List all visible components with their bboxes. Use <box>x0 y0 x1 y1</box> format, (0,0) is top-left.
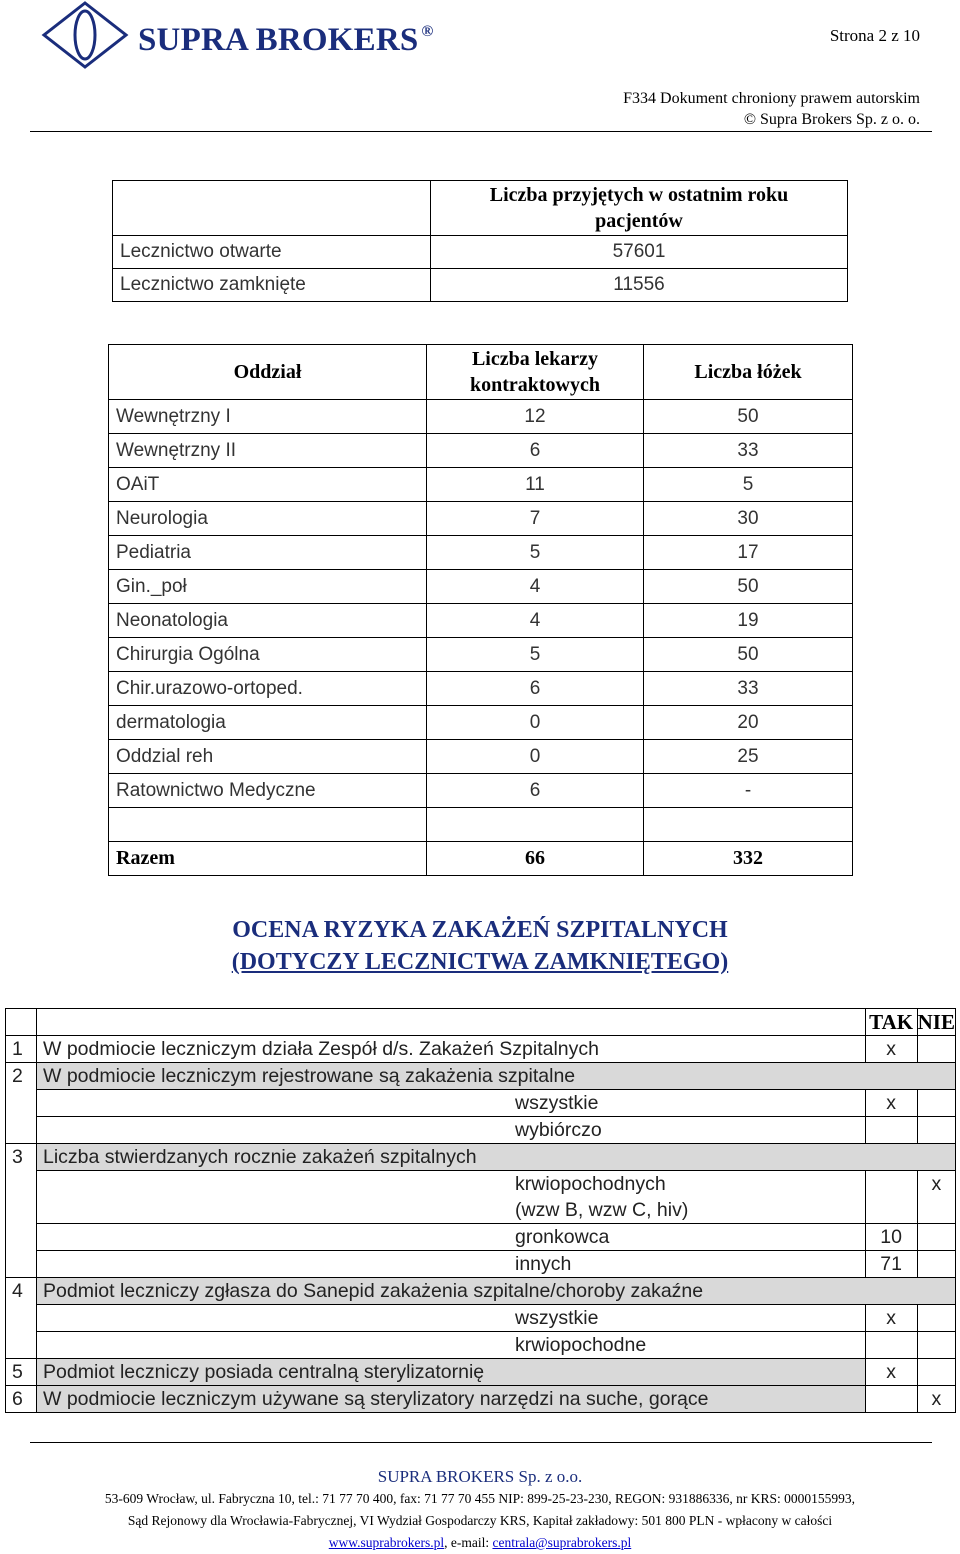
table-subrow: gronkowca 10 <box>6 1224 956 1251</box>
table-row: Ratownictwo Medyczne 6 - <box>109 774 853 808</box>
section-title-line-1: OCENA RYZYKA ZAKAŻEŃ SZPITALNYCH <box>232 917 728 943</box>
table-row: Oddzial reh 0 25 <box>109 740 853 774</box>
table-row: 3 Liczba stwierdzanych rocznie zakażeń szpitalnych <box>6 1144 956 1171</box>
table-row: Wewnętrzny I 12 50 <box>109 400 853 434</box>
admissions-empty-header <box>113 181 431 236</box>
table-subrow: innych 71 <box>6 1251 956 1278</box>
table-row: Pediatria 5 17 <box>109 536 853 570</box>
brand-name: SUPRA BROKERS ® <box>138 22 434 58</box>
wards-table <box>108 344 853 876</box>
table-subrow: wybiórczo <box>6 1117 956 1144</box>
table-row: Chir.urazowo-ortoped. 6 33 <box>109 672 853 706</box>
table-row: Gin._poł 4 50 <box>109 570 853 604</box>
section-title-line-2: (DOTYCZY LECZNICTWA ZAMKNIĘTEGO) <box>231 949 729 975</box>
table-row: Wewnętrzny II 6 33 <box>109 434 853 468</box>
brand-logo <box>40 0 130 70</box>
table-subrow: krwiopochodne <box>6 1332 956 1359</box>
table-row: Neurologia 7 30 <box>109 502 853 536</box>
copyright-line-1: F334 Dokument chroniony prawem autorskim <box>623 90 920 107</box>
table-row: 1 W podmiocie leczniczym działa Zespół d/s. Zakażeń Szpitalnych x <box>6 1036 956 1063</box>
website-link[interactable]: www.suprabrokers.pl <box>328 1535 445 1550</box>
admissions-table <box>112 180 848 302</box>
table-row: 2 W podmiocie leczniczym rejestrowane są zakażenia szpitalne <box>6 1063 956 1090</box>
table-header-row: Oddział Liczba lekarzy kontraktowych Liczba łóżek <box>109 345 853 400</box>
email-link[interactable]: centrala@suprabrokers.pl <box>492 1535 632 1550</box>
table-row: 6 W podmiocie leczniczym używane są sterylizatory narzędzi na suche, gorące x <box>6 1386 956 1413</box>
section-title <box>0 914 960 978</box>
table-row: dermatologia 0 20 <box>109 706 853 740</box>
table-subrow: krwiopochodnych x <box>6 1171 956 1198</box>
footer <box>0 1466 960 1554</box>
table-row: Lecznictwo zamknięte 11556 <box>113 269 848 302</box>
document-notice <box>623 88 920 130</box>
table-row: Chirurgia Ogólna 5 50 <box>109 638 853 672</box>
table-row: 5 Podmiot leczniczy posiada centralną sterylizatornię x <box>6 1359 956 1386</box>
copyright-line-2: © Supra Brokers Sp. z o. o. <box>743 111 920 128</box>
table-empty-row <box>109 808 853 842</box>
header-divider <box>30 131 932 132</box>
table-total-row: Razem 66 332 <box>109 842 853 876</box>
table-header-row: TAK NIE <box>6 1009 956 1036</box>
footer-address: 53-609 Wrocław, ul. Fabryczna 10, tel.: 71 77 70 400, fax: 71 77 70 455 NIP: 899-25-23-230, REGON: 931886336, nr KRS: 0000155993, <box>104 1491 856 1506</box>
table-row: 4 Podmiot leczniczy zgłasza do Sanepid zakażenia szpitalne/choroby zakaźne <box>6 1278 956 1305</box>
page-number: Strona 2 z 10 <box>829 26 920 45</box>
footer-contact: www.suprabrokers.pl, e-mail: centrala@suprabrokers.pl <box>328 1535 632 1550</box>
table-row: Lecznictwo otwarte 57601 <box>113 236 848 269</box>
risk-assessment-table <box>5 1008 956 1413</box>
table-subrow: (wzw B, wzw C, hiv) <box>6 1197 956 1224</box>
footer-company: SUPRA BROKERS Sp. z o.o. <box>377 1467 583 1486</box>
footer-registry: Sąd Rejonowy dla Wrocławia-Fabrycznej, VI Wydział Gospodarczy KRS, Kapitał zakładowy: 501 800 PLN - wpłacony w całości <box>127 1513 833 1528</box>
footer-divider <box>30 1442 932 1443</box>
table-subrow: wszystkie x <box>6 1305 956 1332</box>
table-row: Neonatologia 4 19 <box>109 604 853 638</box>
table-row: OAiT 11 5 <box>109 468 853 502</box>
admissions-header: Liczba przyjętych w ostatnim roku pacjentów <box>431 181 848 236</box>
table-subrow: wszystkie x <box>6 1090 956 1117</box>
